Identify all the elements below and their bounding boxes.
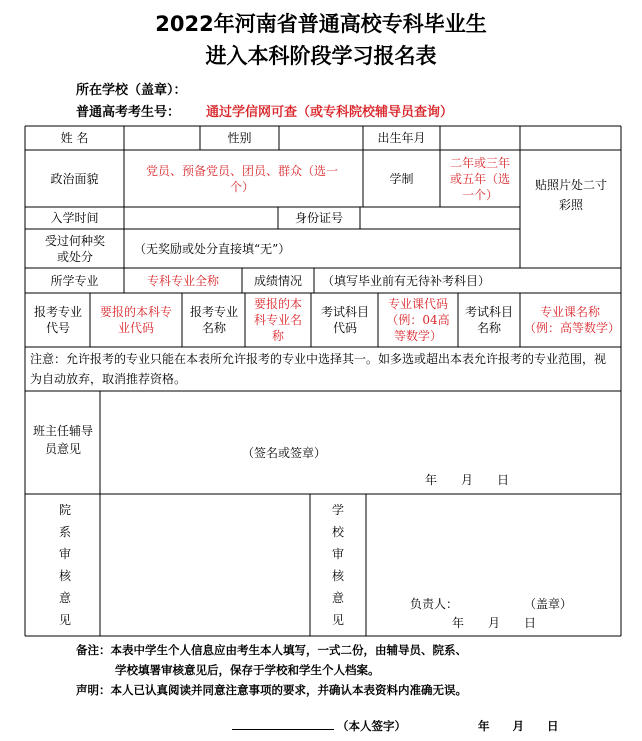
form-title-line1: 2022年河南省普通高校专科毕业生 bbox=[155, 12, 487, 36]
signature-label: （本人签字） bbox=[337, 719, 406, 733]
seal-hint: （盖章） bbox=[524, 597, 573, 611]
school-system-hint[interactable]: 二年或三年或五年（选一个） bbox=[449, 155, 510, 202]
award-hint[interactable]: （无奖励或处分直接填“无”） bbox=[134, 241, 291, 256]
photo-placeholder[interactable]: 贴照片处二寸彩照 bbox=[534, 178, 607, 212]
statement-text: 声明：本人已认真阅读并同意注意事项的要求，并确认本表资料内准确无误。 bbox=[76, 683, 467, 697]
apply-major-name-hint[interactable]: 要报的本科专业名称 bbox=[253, 297, 302, 343]
school-seal-label: 所在学校（盖章）： bbox=[76, 83, 187, 98]
political-status-label: 政治面貌 bbox=[50, 171, 99, 186]
enroll-date-label: 入学时间 bbox=[50, 211, 99, 225]
dept-review-label: 院系审核意见 bbox=[58, 503, 71, 627]
counselor-opinion-label: 班主任辅导员意见 bbox=[32, 424, 93, 456]
remark-line1: 备注：本表中学生个人信息应由考生本人填写，一式二份，由辅导员、院系、 bbox=[76, 643, 467, 657]
exam-number-label: 普通高考考生号： bbox=[76, 105, 181, 120]
school-review-date: 年 月 日 bbox=[452, 616, 537, 630]
notice-text: 注意：允许报考的专业只能在本表所允许报考的专业中选择其一。如多选或超出本表允许报考的专业范围，视为自动放弃，取消推荐资格。 bbox=[30, 352, 607, 386]
birth-label: 出生年月 bbox=[377, 131, 426, 145]
major-label: 所学专业 bbox=[50, 273, 99, 288]
remark-line2: 学校填署审核意见后，保存于学校和学生个人档案。 bbox=[115, 663, 380, 677]
school-review-label: 学校审核意见 bbox=[331, 503, 344, 627]
counselor-date: 年 月 日 bbox=[425, 473, 510, 487]
award-label: 受过何种奖或处分 bbox=[44, 233, 105, 264]
exam-subject-code-hint[interactable]: 专业课代码（例：04高等数学） bbox=[386, 297, 450, 343]
apply-major-name-label: 报考专业名称 bbox=[189, 305, 238, 335]
exam-subject-name-label: 考试科目名称 bbox=[464, 305, 513, 335]
exam-subject-name-hint[interactable]: 专业课名称（例：高等数学） bbox=[524, 305, 621, 335]
form-title-line2: 进入本科阶段学习报名表 bbox=[205, 44, 437, 68]
school-system-label: 学制 bbox=[389, 171, 414, 186]
gender-field[interactable] bbox=[279, 126, 363, 150]
gender-label: 性别 bbox=[227, 131, 252, 145]
grades-label: 成绩情况 bbox=[253, 273, 302, 288]
political-status-hint[interactable]: 党员、预备党员、团员、群众（选一个） bbox=[145, 163, 338, 194]
counselor-opinion-field[interactable] bbox=[100, 391, 621, 494]
enroll-date-field[interactable] bbox=[124, 207, 278, 229]
birth-field[interactable] bbox=[440, 126, 520, 150]
major-hint[interactable]: 专科专业全称 bbox=[146, 273, 219, 288]
name-field[interactable] bbox=[124, 126, 200, 150]
counselor-sign-hint: （签名或签章） bbox=[242, 446, 327, 460]
id-number-field[interactable] bbox=[360, 207, 520, 229]
grades-hint[interactable]: （填写毕业前有无待补考科目） bbox=[322, 273, 491, 288]
name-label: 姓 名 bbox=[60, 131, 89, 145]
id-number-label: 身份证号 bbox=[294, 211, 343, 225]
exam-number-hint: 通过学信网可查（或专科院校辅导员查询） bbox=[206, 105, 454, 120]
apply-major-code-label: 报考专业代号 bbox=[33, 305, 82, 335]
dept-review-field[interactable] bbox=[100, 494, 310, 636]
signature-date: 年 月 日 bbox=[478, 719, 559, 733]
signature-line[interactable] bbox=[232, 729, 334, 730]
exam-subject-code-label: 考试科目代码 bbox=[320, 305, 369, 335]
responsible-person-label: 负责人： bbox=[410, 597, 459, 611]
apply-major-code-hint[interactable]: 要报的本科专业代码 bbox=[99, 305, 172, 335]
